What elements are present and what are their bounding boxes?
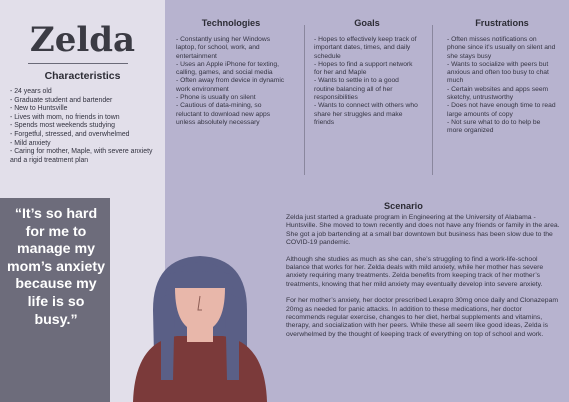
- goal-item: - Hopes to effectively keep track of important dates, times, and daily schedule: [314, 36, 417, 60]
- technologies-title: Technologies: [201, 18, 261, 28]
- characteristic-item: - Forgetful, stressed, and overwhelmed: [10, 130, 130, 138]
- persona-illustration: [125, 230, 275, 402]
- goals-column: [314, 18, 420, 127]
- scenario-text: [286, 214, 562, 347]
- technologies-column: [176, 18, 286, 127]
- persona-quote: “It’s so hard for me to manage my mom’s anxiety because my life is so busy.”: [6, 206, 106, 328]
- hair-side-left: [161, 292, 175, 380]
- characteristic-item: - 24 years old: [10, 88, 52, 95]
- goal-item: - Wants to connect with others who share her struggles and make friends: [314, 102, 418, 126]
- characteristics-title: Characteristics: [44, 70, 121, 82]
- technology-item: - Constantly using her Windows laptop, for school, work, and entertainment: [176, 36, 271, 60]
- scenario-title: Scenario: [384, 201, 423, 211]
- technology-item: - Phone is usually on silent: [176, 94, 256, 102]
- characteristic-item: - Graduate student and bartender: [10, 96, 113, 104]
- quote-box: [0, 198, 110, 402]
- goal-item: - Hopes to find a support network for her and Maple: [314, 60, 413, 77]
- frustration-item: - Not sure what to do to help be more organized: [447, 118, 541, 135]
- characteristic-item: - New to Huntsville: [10, 105, 68, 113]
- scenario-paragraph: Although she studies as much as she can, she’s struggling to find a work-life-school balance that works for her. Zelda deals with mild anxiety, while her mother has severe anxiety requiring many treatments. Zelda benefits from keeping track of her mother’s treatments, knowing that her mild anxiety may eventually develop into severe anxiety.: [286, 255, 544, 288]
- frustration-item: - Does not have enough time to read large amounts of copy: [447, 102, 556, 118]
- characteristics-list: [10, 88, 160, 165]
- technology-item: - Often away from device in dynamic work environment: [176, 77, 285, 93]
- characteristic-item: - Mild anxiety: [10, 139, 51, 147]
- goals-title: Goals: [354, 18, 380, 28]
- persona-name: Zelda: [29, 20, 136, 60]
- frustrations-title: Frustrations: [475, 18, 529, 28]
- goal-item: - Wants to settle in to a good routine balancing all of her responsibilities: [314, 77, 399, 102]
- frustration-item: - Certain websites and apps seem sketchy, untrustworthy: [447, 85, 549, 102]
- characteristic-item: - Caring for mother, Maple, with severe anxiety and a rigid treatment plan: [10, 148, 153, 164]
- frustration-item: - Wants to socialize with peers but anxious and often too busy to chat much: [447, 60, 549, 85]
- name-underline: [28, 63, 128, 64]
- column-divider: [432, 25, 433, 175]
- hair-side-right: [225, 292, 239, 380]
- scenario-paragraph: Zelda just started a graduate program in Engineering at the University of Alabama - Huntsville. She moved to town recently and does not have any friends or family in the area. She got a job bartending at a small bar downtown but business has been slow due to the COVID-19 pandemic.: [286, 214, 560, 247]
- scenario-paragraph: For her mother’s anxiety, her doctor prescribed Lexapro 30mg once daily and Clonazepam 20mg as needed for panic attacks. In addition to these medications, her doctor recommends regular exercise, changes to her diet, herbal supplements and vitamins, therapy, and socialization with her peers. While these all seem like good ideas, Zelda is overwhelmed by the thought of keeping track of everything on top of school and work.: [286, 297, 559, 338]
- characteristic-item: - Lives with mom, no friends in town: [10, 113, 120, 121]
- characteristic-item: - Spends most weekends studying: [10, 122, 115, 130]
- technology-item: - Cautious of data-mining, so reluctant to download new apps unless absolutely necessary: [176, 102, 271, 126]
- technology-item: - Uses an Apple iPhone for texting, calling, games, and social media: [176, 60, 279, 77]
- frustrations-column: [447, 18, 557, 136]
- column-divider: [304, 25, 305, 175]
- frustration-item: - Often misses notifications on phone since it's usually on silent and she stays busy: [447, 36, 556, 60]
